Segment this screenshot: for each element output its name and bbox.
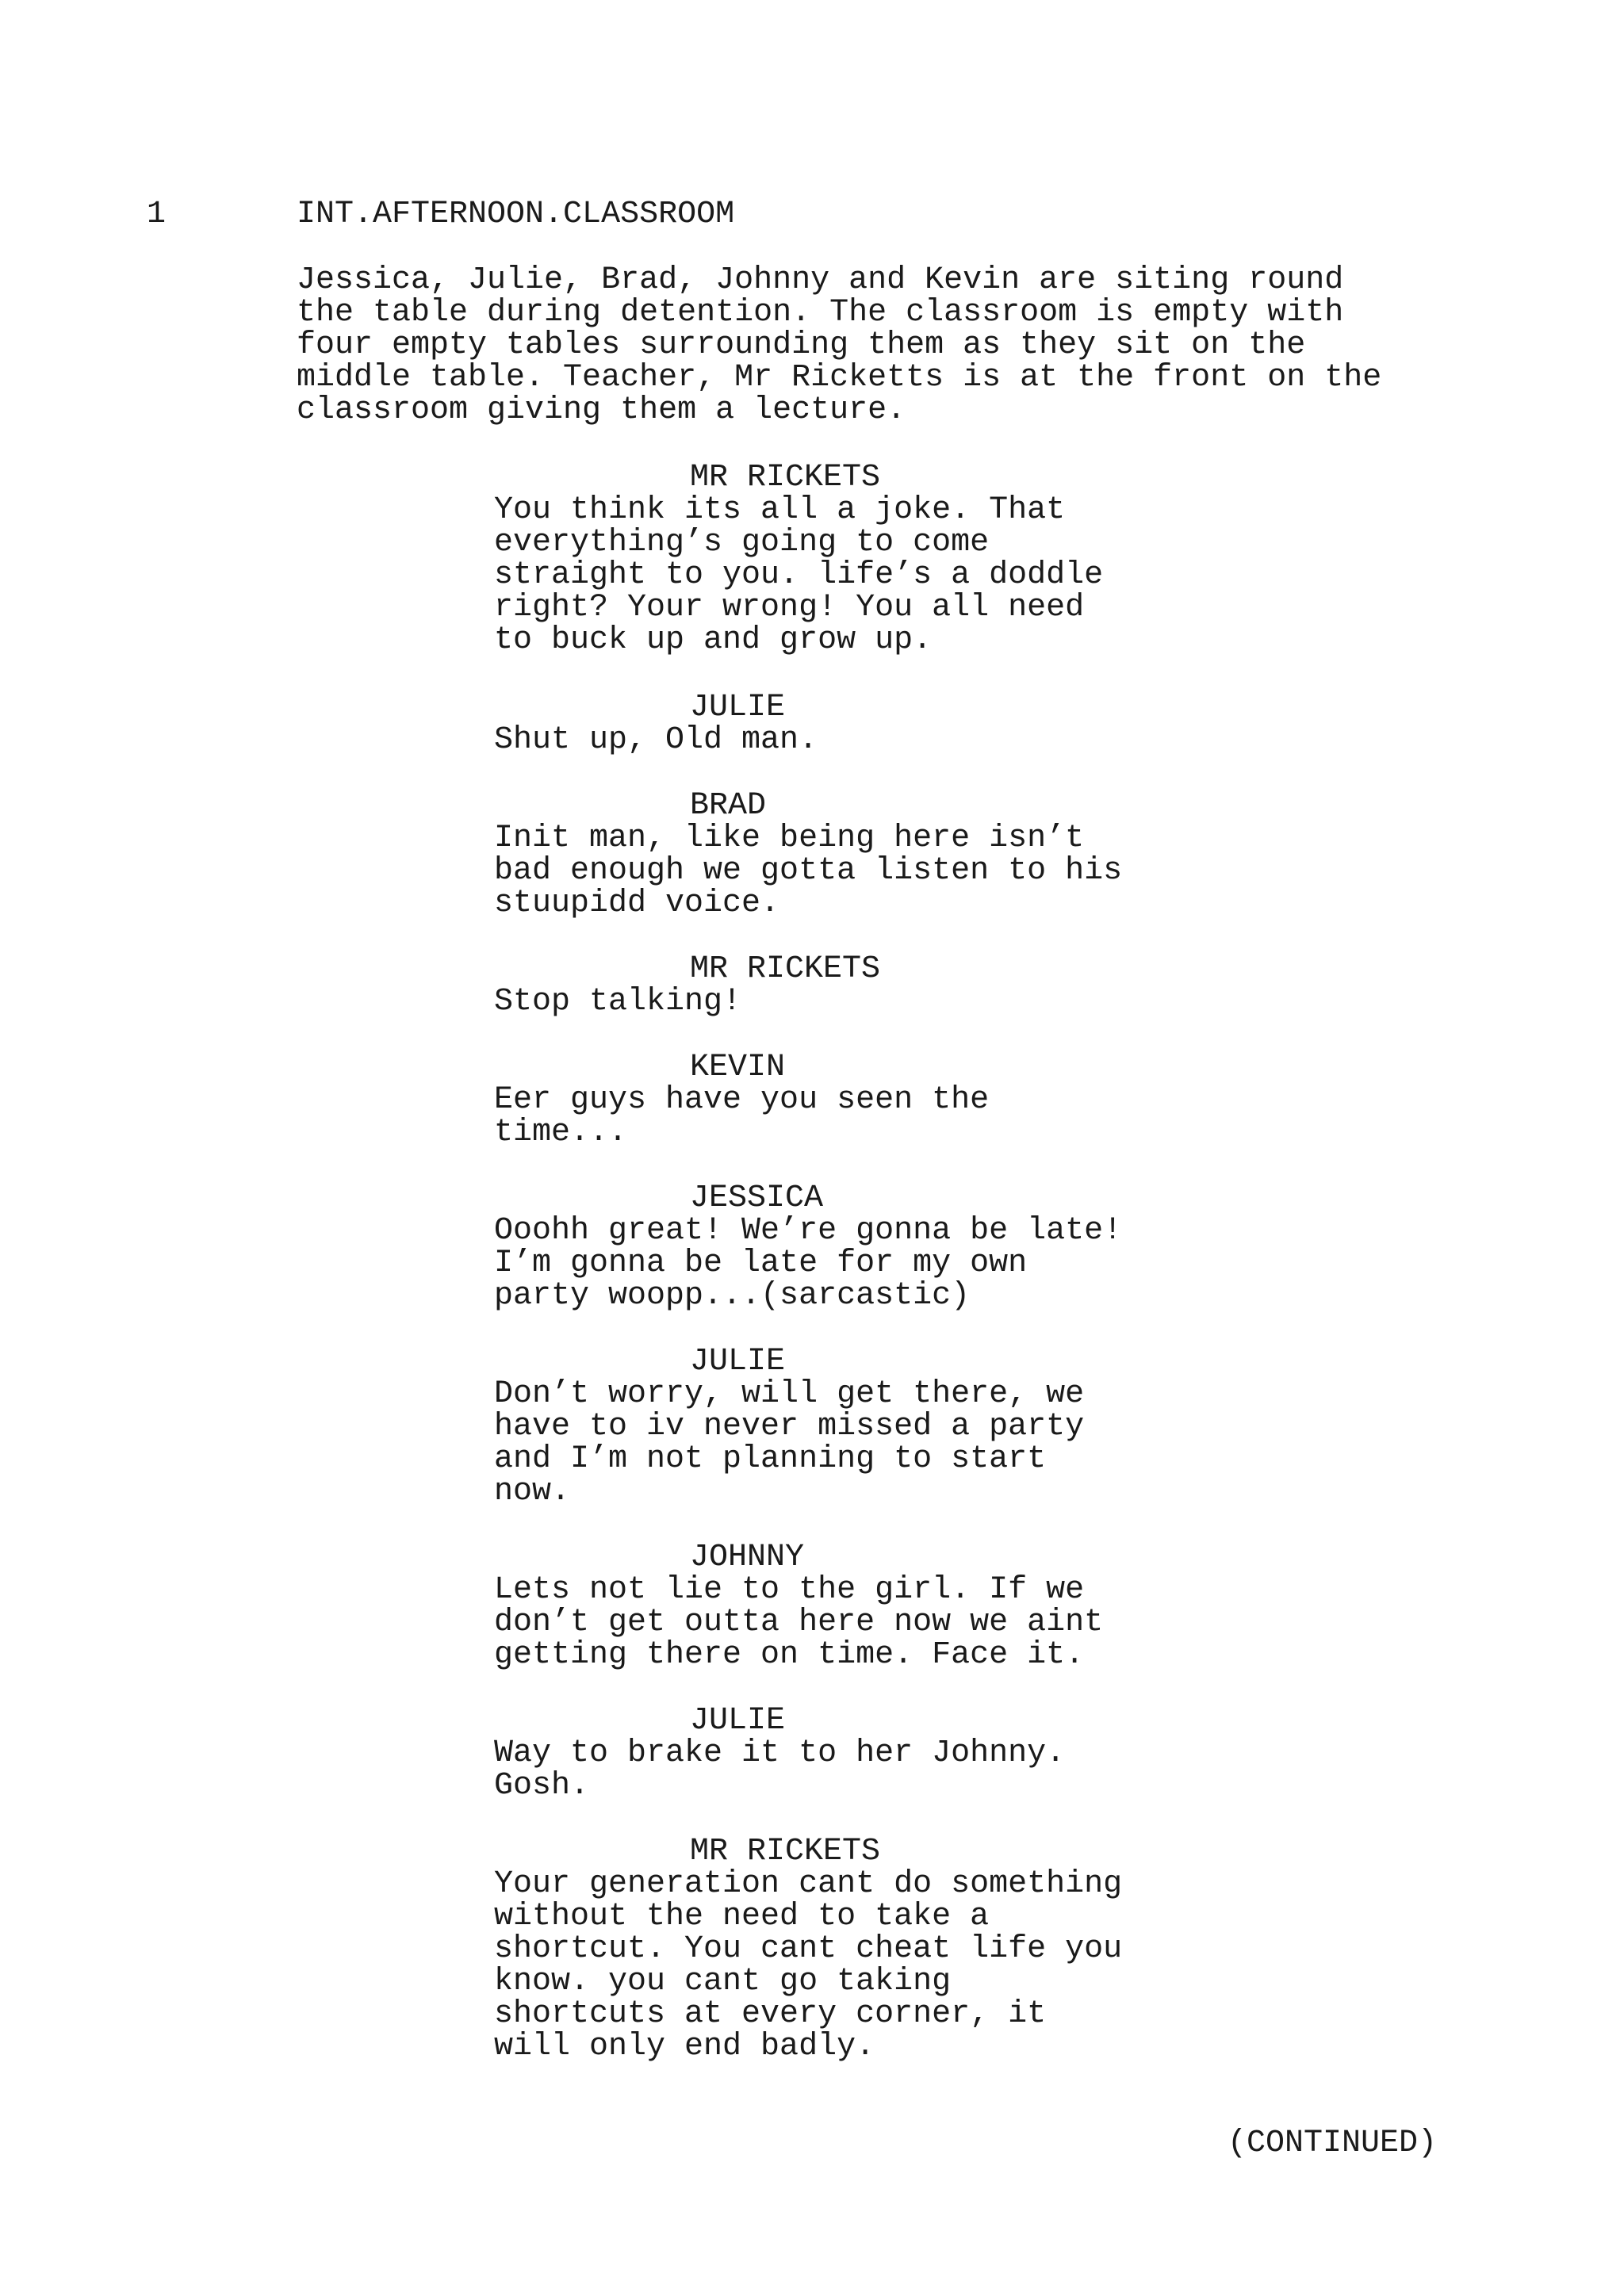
dialogue-text: Init man, like being here isn’t bad enough we gotta listen to his stuupidd voice. <box>494 821 1123 921</box>
dialogue-text: Shut up, Old man. <box>494 722 818 758</box>
character-cue: JULIE <box>690 1703 786 1739</box>
character-cue: JULIE <box>690 1344 786 1380</box>
dialogue-text: Stop talking! <box>494 984 742 1020</box>
character-cue: MR RICKETS <box>690 460 881 496</box>
character-cue: JESSICA <box>690 1181 824 1216</box>
dialogue-text: Way to brake it to her Johnny. Gosh. <box>494 1735 1066 1804</box>
dialogue-text: Your generation cant do something without the need to take a shortcut. You cant cheat life you know. you cant go taking shortcuts at every corner, it will only end badly. <box>494 1866 1123 2064</box>
scene-number: 1 <box>147 197 167 232</box>
character-cue: KEVIN <box>690 1050 786 1085</box>
action-paragraph: Jessica, Julie, Brad, Johnny and Kevin are siting round the table during detention. The classroom is empty with four empty tables surrounding them as they sit on the middle table. Teacher, Mr Ricketts is at the front on the classroom giving them a lecture. <box>297 262 1382 428</box>
character-cue: BRAD <box>690 788 767 824</box>
scene-heading: INT.AFTERNOON.CLASSROOM <box>297 197 735 232</box>
dialogue-text: Ooohh great! We’re gonna be late! I’m gonna be late for my own party woopp...(sarcastic) <box>494 1213 1123 1314</box>
dialogue-text: Don’t worry, will get there, we have to iv never missed a party and I’m not planning to start now. <box>494 1376 1085 1510</box>
continued-marker: (CONTINUED) <box>1228 2126 1438 2161</box>
character-cue: MR RICKETS <box>690 1834 881 1869</box>
character-cue: JOHNNY <box>690 1540 805 1575</box>
character-cue: MR RICKETS <box>690 951 881 987</box>
dialogue-text: You think its all a joke. That everything’s going to come straight to you. life’s a doddle right? Your wrong! You all need to buck up and grow up. <box>494 492 1104 658</box>
dialogue-text: Eer guys have you seen the time... <box>494 1082 990 1150</box>
dialogue-text: Lets not lie to the girl. If we don’t get outta here now we aint getting there on time. Face it. <box>494 1572 1104 1673</box>
character-cue: JULIE <box>690 690 786 725</box>
